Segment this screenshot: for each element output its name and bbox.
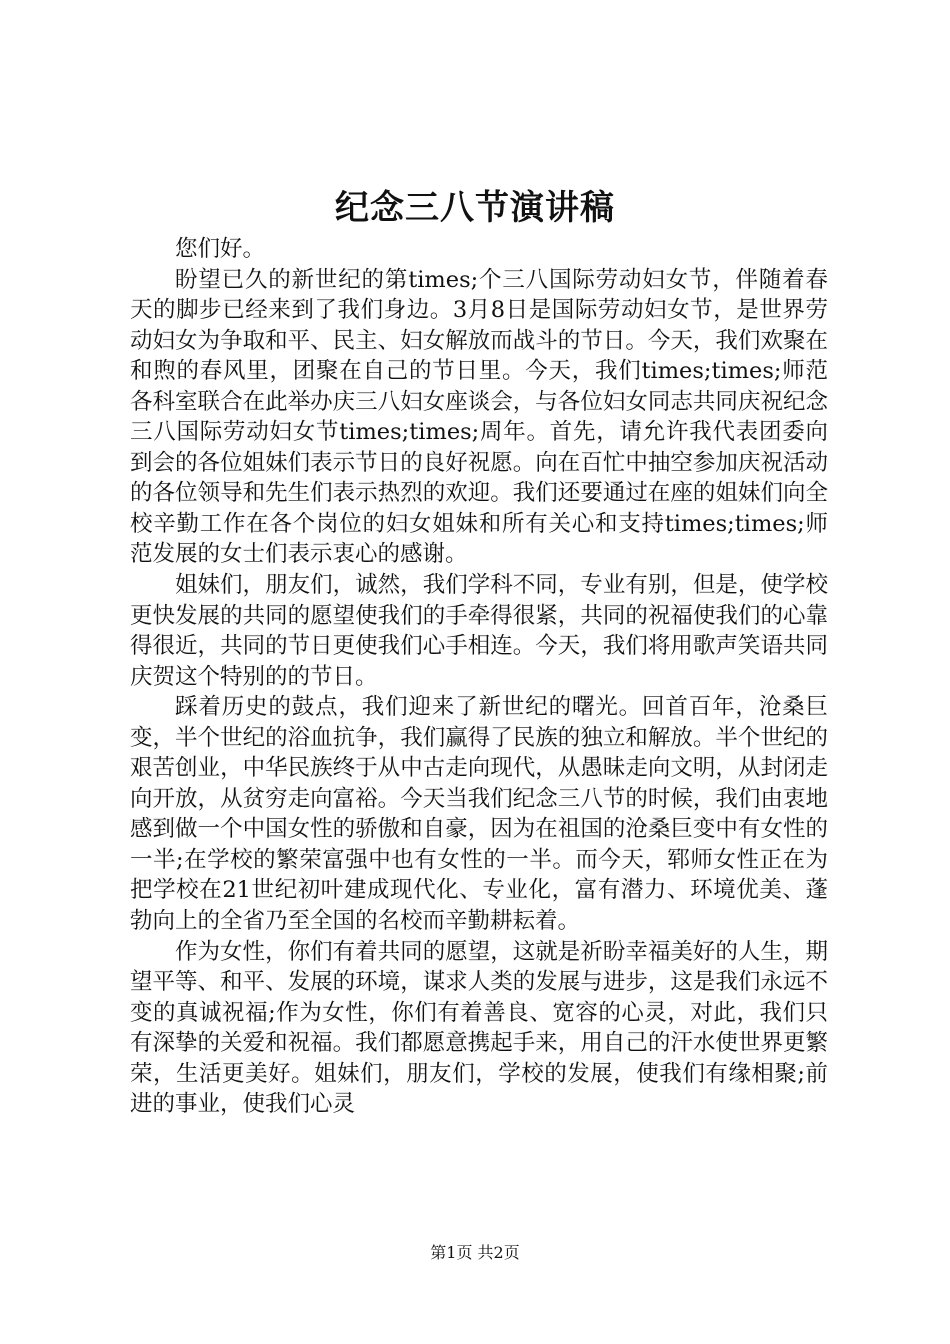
paragraph-women: 作为女性，你们有着共同的愿望，这就是祈盼幸福美好的人生，期望平等、和平、发展的环境，谋求人类的发展与进步，这是我们永远不变的真诚祝福;作为女性，你们有着善良、宽容的心灵，对此，我们只有深挚的关爱和祝福。我们都愿意携起手来，用自己的汗水使世界更繁荣，生活更美好。姐妹们，朋友们，学校的发展，使我们有缘相聚;前进的事业，使我们心灵 <box>130 938 828 1118</box>
document-title: 纪念三八节演讲稿 <box>335 188 615 228</box>
paragraph-greeting: 您们好。 <box>175 236 266 262</box>
page-footer: 第1页 共2页 <box>430 1243 520 1262</box>
document-body <box>130 234 828 1120</box>
paragraph-history: 踩着历史的鼓点，我们迎来了新世纪的曙光。回首百年，沧桑巨变，半个世纪的浴血抗争，我们赢得了民族的独立和解放。半个世纪的艰苦创业，中华民族终于从中古走向现代，从愚昧走向文明，从封闭走向开放，从贫穷走向富裕。今天当我们纪念三八节的时候，我们由衷地感到做一个中国女性的骄傲和自豪，因为在祖国的沧桑巨变中有女性的一半;在学校的繁荣富强中也有女性的一半。而今天，郓师女性正在为把学校在21世纪初叶建成现代化、专业化，富有潜力、环境优美、蓬勃向上的全省乃至全国的名校而辛勤耕耘着。 <box>130 694 828 935</box>
paragraph-sisters: 姐妹们，朋友们，诚然，我们学科不同，专业有别，但是，使学校更快发展的共同的愿望使我们的手牵得很紧，共同的祝福使我们的心靠得很近，共同的节日更使我们心手相连。今天，我们将用歌声笑语共同庆贺这个特别的的节日。 <box>130 572 828 690</box>
paragraph-opening: 盼望已久的新世纪的第times;个三八国际劳动妇女节，伴随着春天的脚步已经来到了我们身边。3月8日是国际劳动妇女节，是世界劳动妇女为争取和平、民主、妇女解放而战斗的节日。今天，我们欢聚在和煦的春风里，团聚在自己的节日里。今天，我们times;times;师范各科室联合在此举办庆三八妇女座谈会，与各位妇女同志共同庆祝纪念三八国际劳动妇女节times;times;周年。首先，请允许我代表团委向到会的各位姐妹们表示节日的良好祝愿。向在百忙中抽空参加庆祝活动的各位领导和先生们表示热烈的欢迎。我们还要通过在座的姐妹们向全校辛勤工作在各个岗位的妇女姐妹和所有关心和支持times;times;师范发展的女士们表示衷心的感谢。 <box>130 266 828 568</box>
